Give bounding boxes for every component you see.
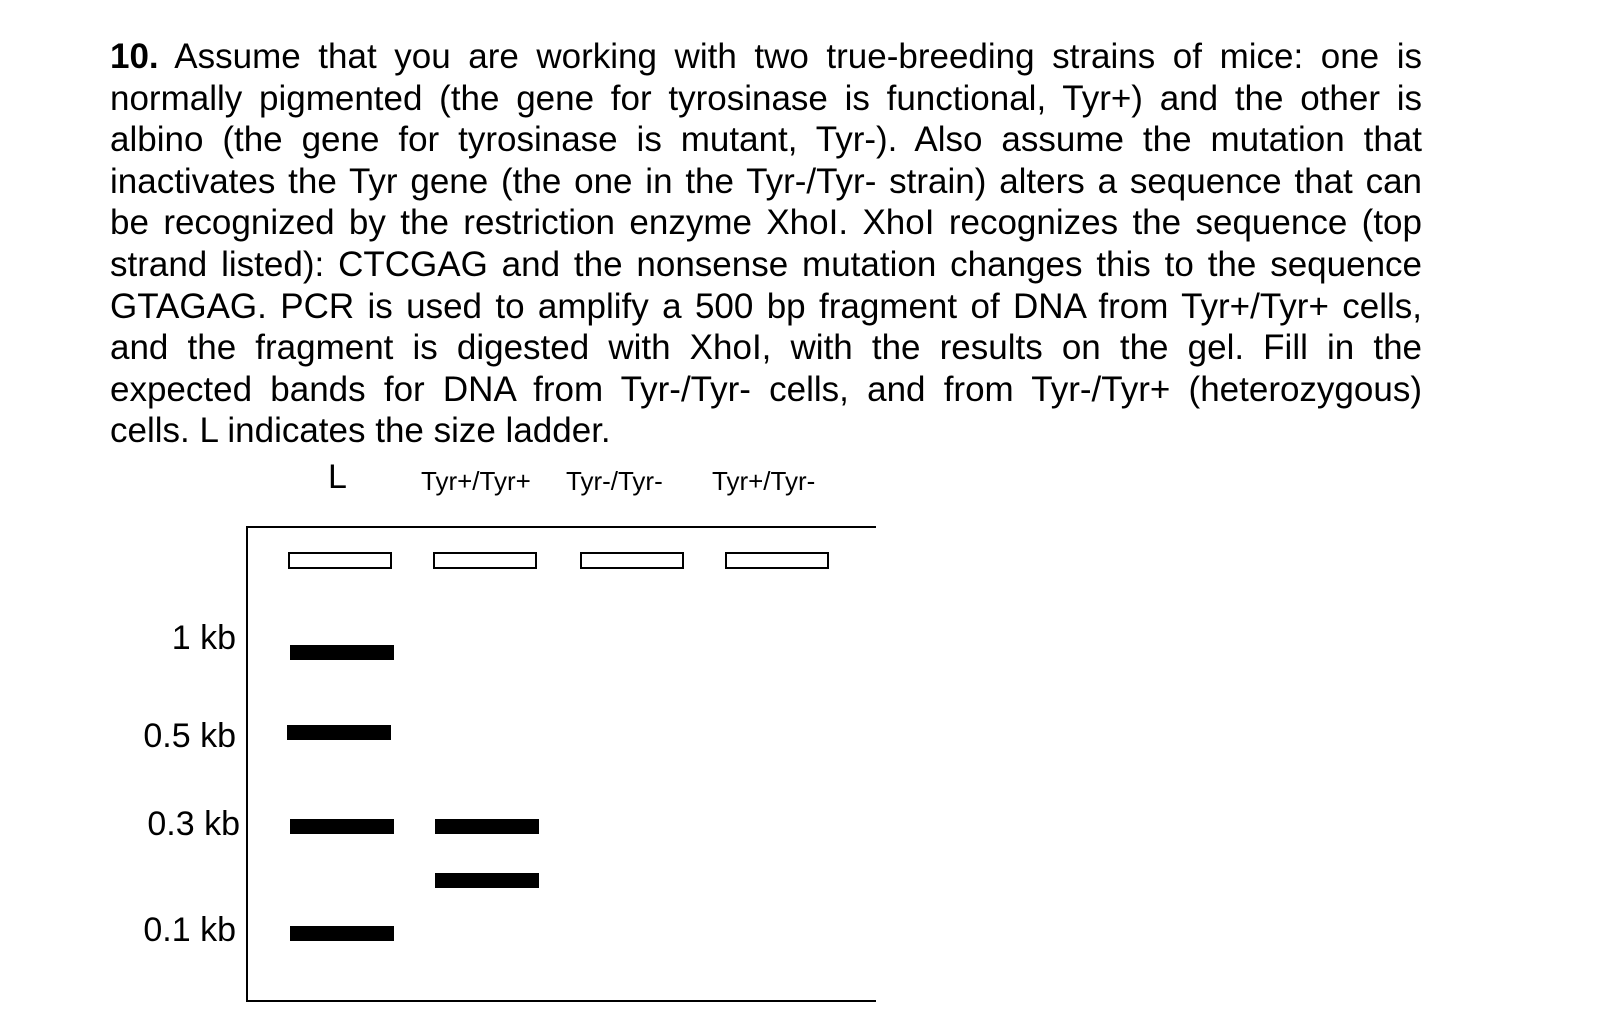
ladder-band-0-3kb: [290, 819, 394, 834]
size-label-1kb: 1 kb: [171, 619, 236, 657]
lane-label-tyr-plus-plus: Tyr+/Tyr+: [421, 466, 531, 496]
lane-label-tyr-minus-minus: Tyr-/Tyr-: [566, 466, 663, 496]
size-label-0-3kb: 0.3 kb: [147, 805, 240, 843]
question-body: Assume that you are working with two true-breeding strains of mice: one is normally pigmented (the gene for tyrosinase is functional, Tyr+) and the other is albino (the gene for tyrosinase is mutant, Tyr-). Also assume the mutation that inactivates the Tyr gene (the one in the Tyr-/Tyr- strain) alters a sequence that can be recognized by the restriction enzyme XhoI. XhoI recognizes the sequence (top strand listed): CTCGAG and the nonsense mutation changes this to the sequence GTAGAG. PCR is used to amplify a 500 bp fragment of DNA from Tyr+/Tyr+ cells, and the fragment is digested with XhoI, with the results on the gel. Fill in the expected bands for DNA from Tyr-/Tyr- cells, and from Tyr-/Tyr+ (heterozygous) cells. L indicates the size ladder.: [110, 37, 1422, 451]
ladder-band-0-5kb: [287, 725, 391, 740]
well-tyr-plus-plus: [433, 552, 537, 569]
question-text-block: [110, 36, 1422, 452]
question-number: 10.: [110, 37, 159, 76]
tyr-plus-plus-band-0-2kb: [435, 873, 539, 888]
well-tyr-plus-minus[interactable]: [725, 552, 829, 569]
well-ladder: [288, 552, 392, 569]
lane-label-tyr-plus-minus: Tyr+/Tyr-: [712, 466, 816, 496]
well-tyr-minus-minus[interactable]: [580, 552, 684, 569]
tyr-plus-plus-band-0-3kb: [435, 819, 539, 834]
ladder-band-1kb: [290, 645, 394, 660]
size-label-0-1kb: 0.1 kb: [143, 911, 236, 949]
lane-label-ladder: L: [328, 458, 347, 496]
size-label-0-5kb: 0.5 kb: [143, 717, 236, 755]
ladder-band-0-1kb: [290, 926, 394, 941]
